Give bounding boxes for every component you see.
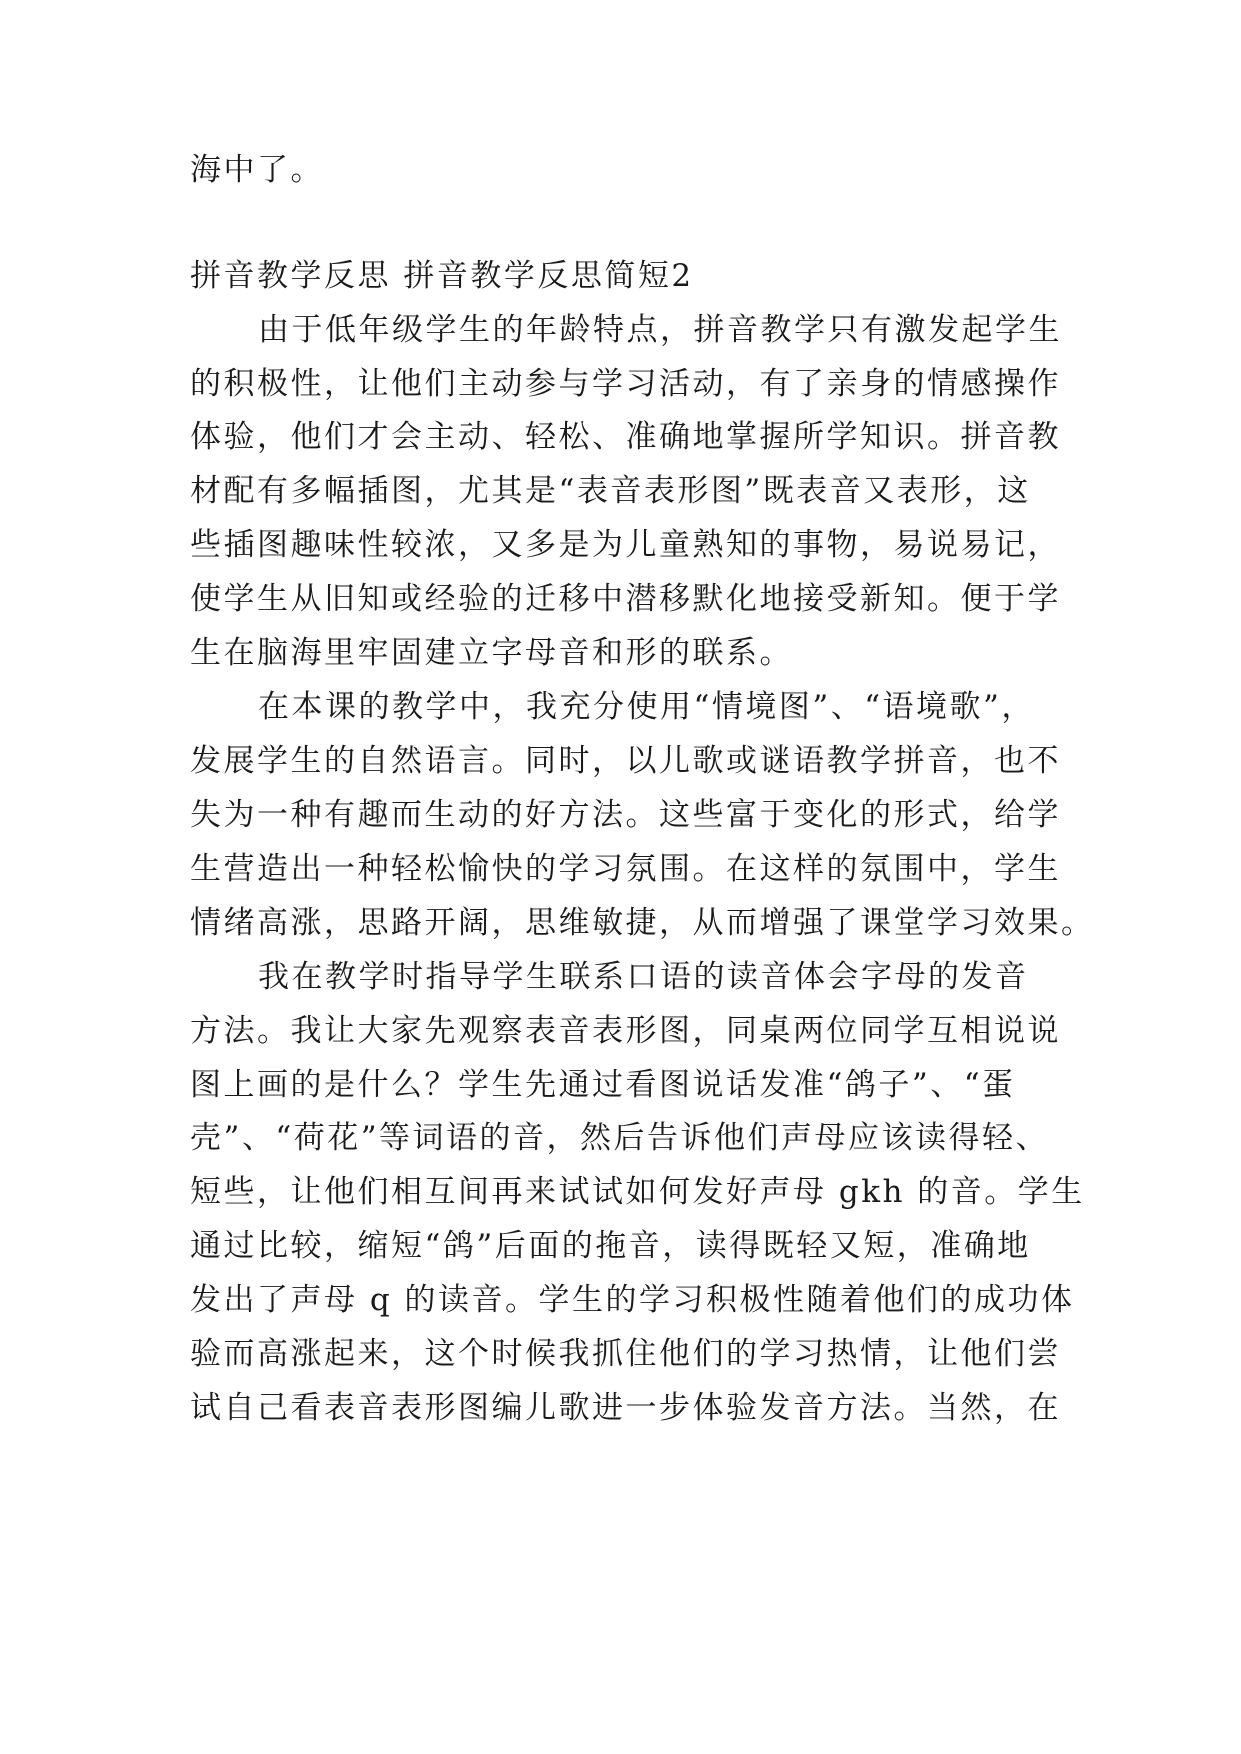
paragraph-start: 我在教学时指导学生联系口语的读音体会字母的发音 — [258, 959, 1029, 995]
text-line: 发出了声母 q 的读音。学生的学习积极性随着他们的成功体 — [190, 1282, 1075, 1318]
text-line: 方法。我让大家先观察表音表形图，同桌两位同学互相说说 — [190, 1013, 1061, 1049]
text-line: 海中了。 — [190, 152, 324, 188]
text-line: 通过比较，缩短“鸽”后面的拖音，读得既轻又短，准确地 — [190, 1228, 1031, 1264]
text-line: 材配有多幅插图，尤其是“表音表形图”既表音又表形，这 — [190, 473, 1031, 509]
text-line: 些插图趣味性较浓，又多是为儿童熟知的事物，易说易记， — [190, 527, 1061, 563]
section-heading: 拼音教学反思 拼音教学反思简短2 — [190, 258, 694, 294]
text-line: 体验，他们才会主动、轻松、准确地掌握所学知识。拼音教 — [190, 419, 1061, 455]
text-line: 生在脑海里牢固建立字母音和形的联系。 — [190, 635, 793, 671]
text-line: 生营造出一种轻松愉快的学习氛围。在这样的氛围中，学生 — [190, 851, 1061, 887]
text-line: 失为一种有趣而生动的好方法。这些富于变化的形式，给学 — [190, 797, 1061, 833]
text-line: 情绪高涨，思路开阔，思维敏捷，从而增强了课堂学习效果。 — [190, 905, 1095, 941]
text-line: 验而高涨起来，这个时候我抓住他们的学习热情，让他们尝 — [190, 1336, 1061, 1372]
text-line: 使学生从旧知或经验的迁移中潜移默化地接受新知。便于学 — [190, 581, 1061, 617]
text-line: 的积极性，让他们主动参与学习活动，有了亲身的情感操作 — [190, 366, 1061, 402]
text-line: 短些，让他们相互间再来试试如何发好声母 gkh 的音。学生 — [190, 1174, 1085, 1210]
paragraph-start: 由于低年级学生的年龄特点，拼音教学只有激发起学生 — [258, 312, 1062, 348]
text-line: 发展学生的自然语言。同时，以儿歌或谜语教学拼音，也不 — [190, 743, 1061, 779]
text-line: 图上画的是什么？学生先通过看图说话发准“鸽子”、“蛋 — [190, 1067, 1016, 1103]
text-line: 试自己看表音表形图编儿歌进一步体验发音方法。当然，在 — [190, 1390, 1061, 1426]
text-line: 壳”、“荷花”等词语的音，然后告诉他们声母应该读得轻、 — [190, 1120, 1050, 1156]
paragraph-start: 在本课的教学中，我充分使用“情境图”、“语境歌”， — [258, 689, 1035, 725]
